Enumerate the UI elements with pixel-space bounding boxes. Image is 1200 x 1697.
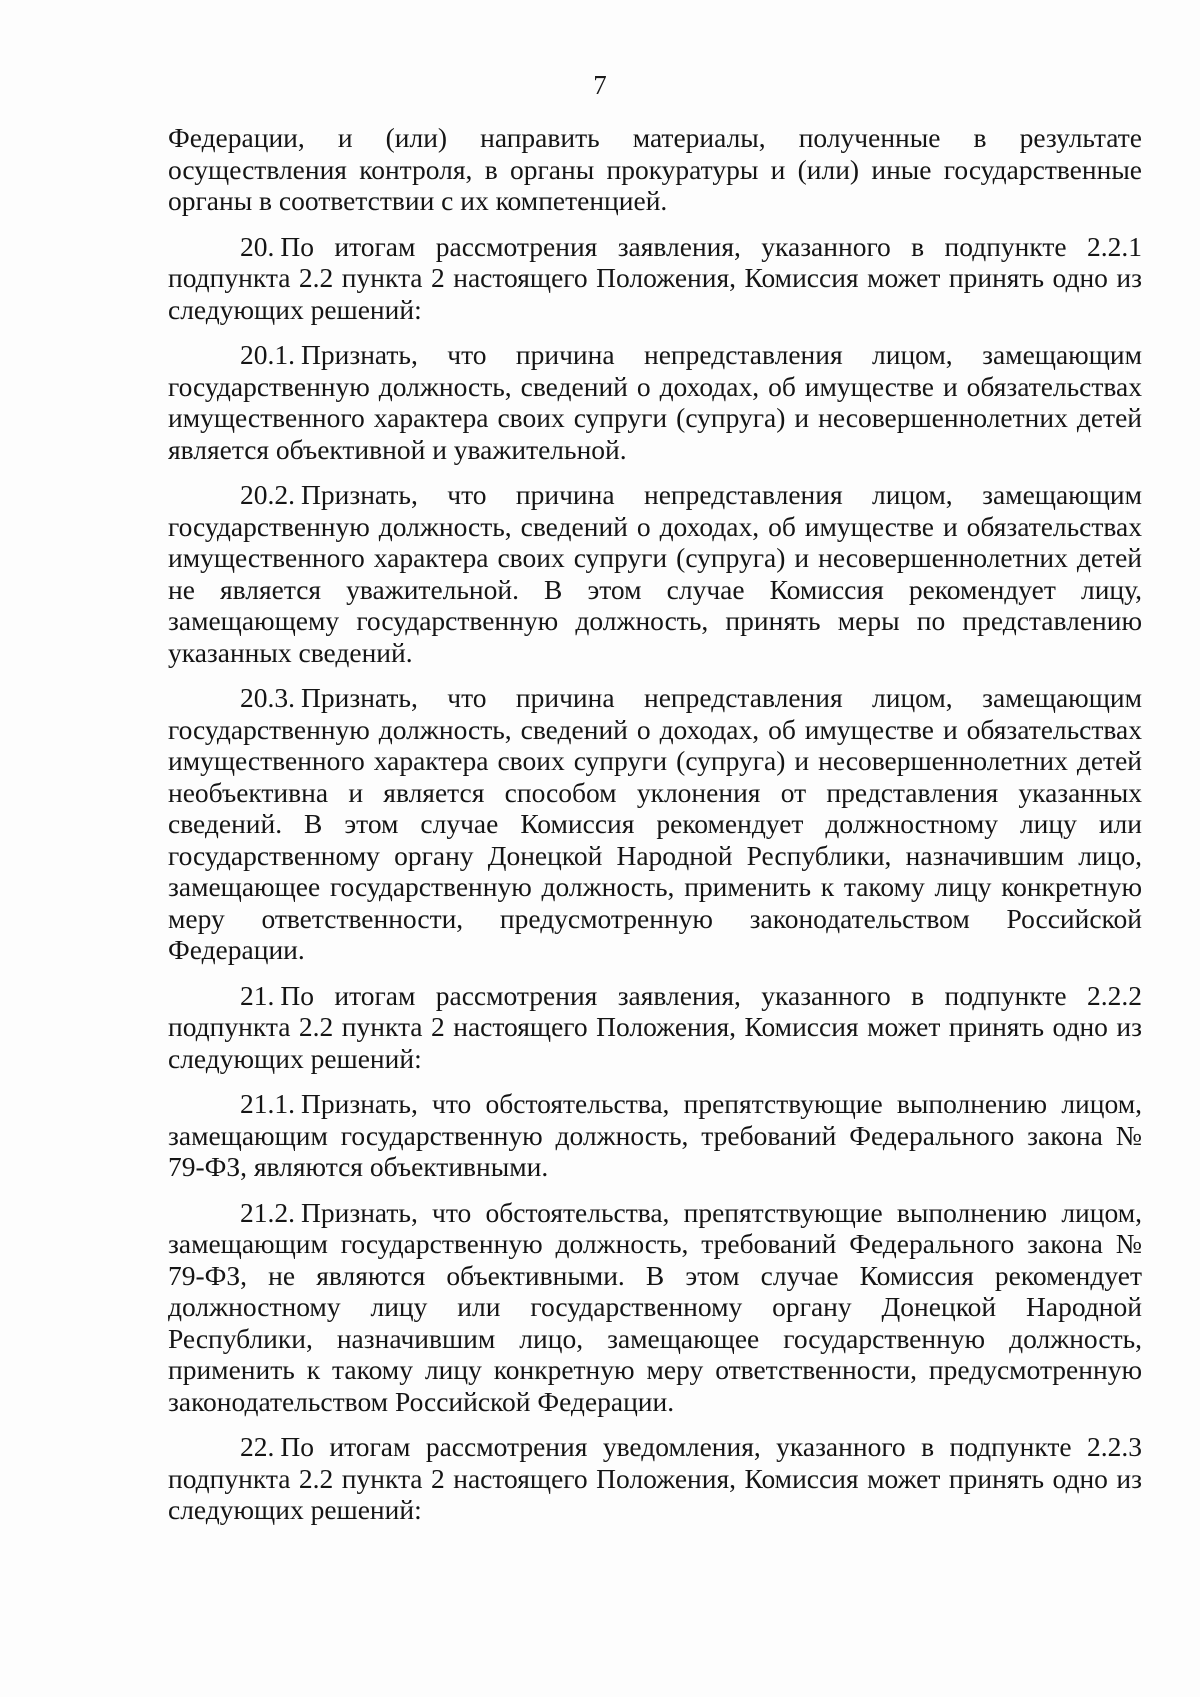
paragraph-text: По итогам рассмотрения уведомления, указанного в подпункте 2.2.3 подпункта 2.2 пункта 2 настоящего Положения, Комиссия может принять одно из следующих решений: bbox=[168, 1431, 1142, 1525]
paragraph-text: Признать, что причина непредставления лицом, замещающим государственную должность, сведений о доходах, об имуществе и обязательствах имущественного характера своих супруги (супруга) и несовершеннолетних детей является объективной и уважительной. bbox=[168, 339, 1142, 465]
page-number: 7 bbox=[593, 70, 607, 100]
paragraph-text: Признать, что причина непредставления лицом, замещающим государственную должность, сведений о доходах, об имуществе и обязательствах имущественного характера своих супруги (супруга) и несовершеннолетних детей не является уважительной. В этом случае Комиссия рекомендует лицу, замещающему государственную должность, принять меры по представлению указанных сведений. bbox=[168, 479, 1142, 668]
paragraph-text: Признать, что причина непредставления лицом, замещающим государственную должность, сведений о доходах, об имуществе и обязательствах имущественного характера своих супруги (супруга) и несовершеннолетних детей необъективна и является способом уклонения от представления указанных сведений. В этом случае Комиссия рекомендует должностному лицу или государственному органу Донецкой Народной Республики, назначившим лицо, замещающее государственную должность, применить к такому лицу конкретную меру ответственности, предусмотренную законодательством Российской Федерации. bbox=[168, 682, 1142, 965]
paragraph-number: 20.1. bbox=[240, 339, 295, 370]
paragraph-text: Признать, что обстоятельства, препятствующие выполнению лицом, замещающим государственную должность, требований Федерального закона № 79-ФЗ, не являются объективными. В этом случае Комиссия рекомендует должностному лицу или государственному органу Донецкой Народной Республики, назначившим лицо, замещающее государственную должность, применить к такому лицу конкретную меру ответственности, предусмотренную законодательством Российской Федерации. bbox=[168, 1196, 1142, 1417]
document-body bbox=[168, 122, 1142, 1540]
paragraph-number: 20.3. bbox=[240, 682, 295, 713]
paragraph-20-3 bbox=[168, 682, 1142, 966]
paragraph-number: 21.1. bbox=[240, 1088, 295, 1119]
paragraph-21-1 bbox=[168, 1088, 1142, 1183]
paragraph-number: 22. bbox=[240, 1431, 275, 1462]
paragraph-20 bbox=[168, 231, 1142, 326]
paragraph-20-2 bbox=[168, 479, 1142, 668]
paragraph-number: 20.2. bbox=[240, 479, 295, 510]
paragraph-22 bbox=[168, 1431, 1142, 1526]
paragraph-number: 21. bbox=[240, 979, 275, 1011]
paragraph-21-2 bbox=[168, 1197, 1142, 1418]
paragraph-text: По итогам рассмотрения заявления, указанного в подпункте 2.2.2 подпункта 2.2 пункта 2 настоящего Положения, Комиссия может принять одно из следующих решений: bbox=[168, 979, 1142, 1074]
paragraph-number: 21.2. bbox=[240, 1196, 295, 1228]
paragraph-20-1 bbox=[168, 339, 1142, 465]
paragraph-text: Признать, что обстоятельства, препятствующие выполнению лицом, замещающим государственную должность, требований Федерального закона № 79-ФЗ, являются объективными. bbox=[168, 1088, 1142, 1182]
paragraph-continuation bbox=[168, 122, 1142, 217]
paragraph-text: Федерации, и (или) направить материалы, полученные в результате осуществления контроля, в органы прокуратуры и (или) иные государственные органы в соответствии с их компетенцией. bbox=[168, 122, 1142, 216]
paragraph-text: По итогам рассмотрения заявления, указанного в подпункте 2.2.1 подпункта 2.2 пункта 2 настоящего Положения, Комиссия может принять одно из следующих решений: bbox=[168, 230, 1142, 325]
paragraph-number: 20. bbox=[240, 230, 275, 262]
paragraph-21 bbox=[168, 980, 1142, 1075]
